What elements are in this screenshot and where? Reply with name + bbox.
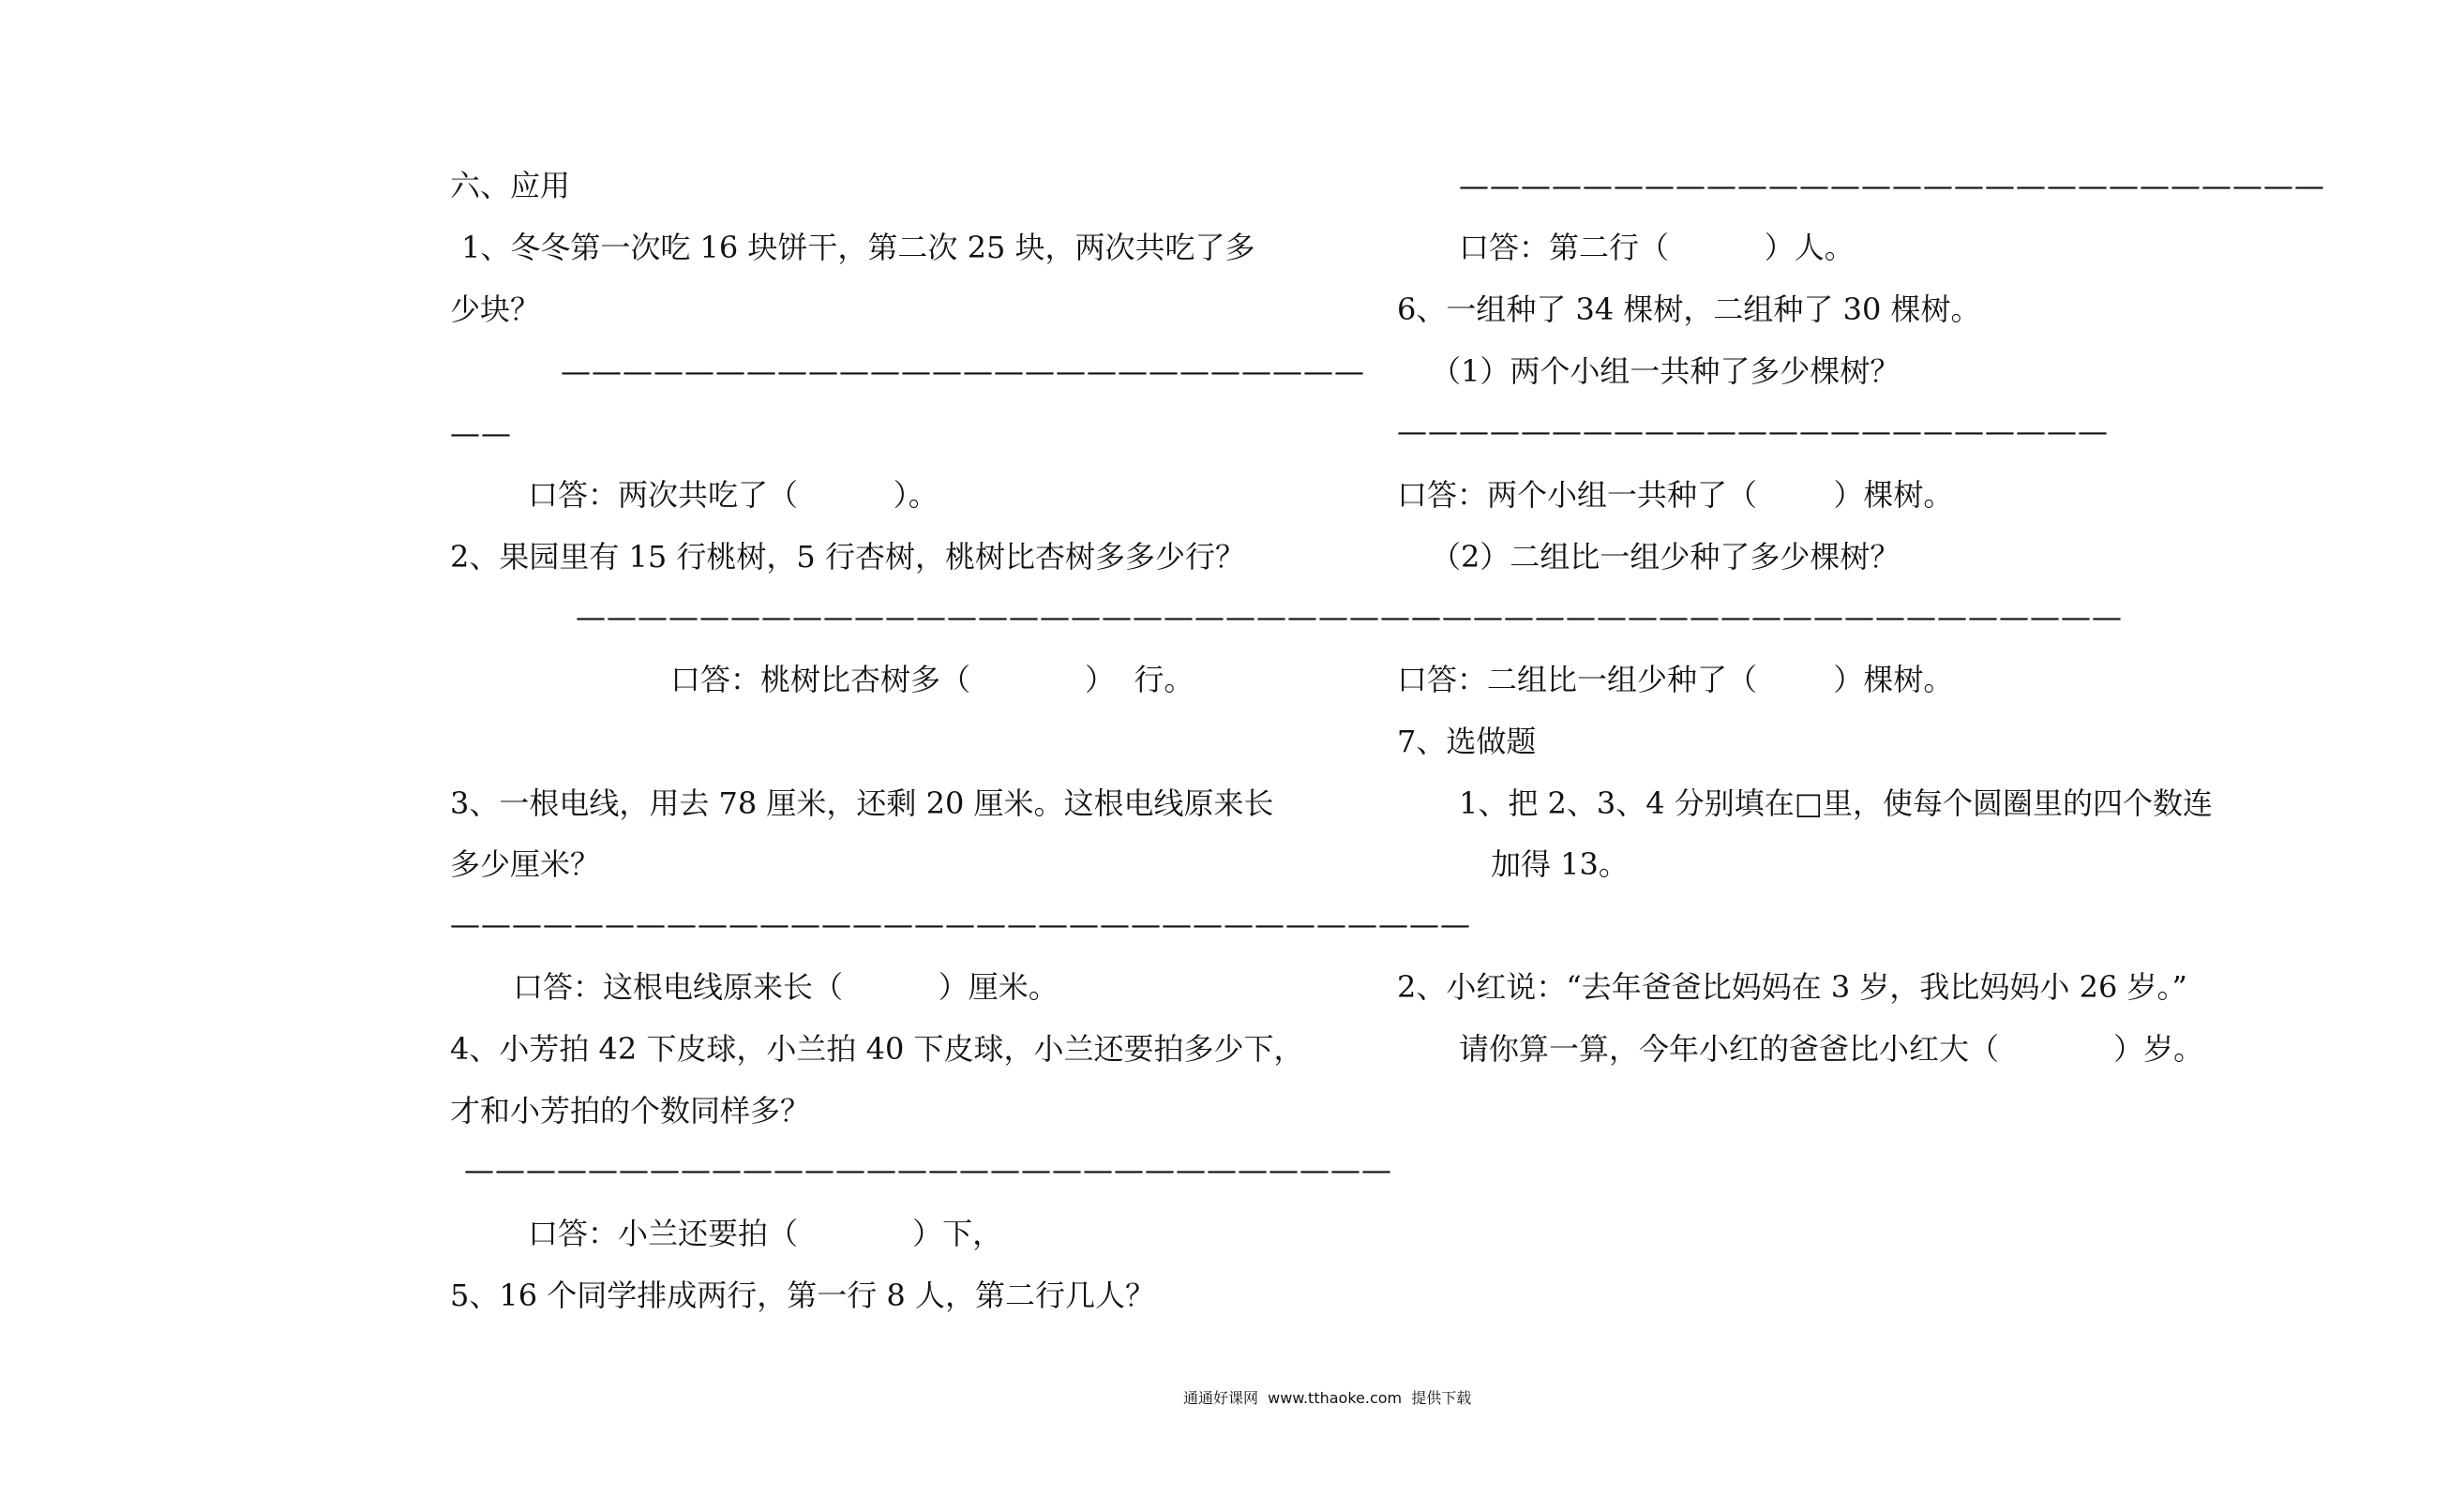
answer-line-q5: ———————————————————————————— (1459, 168, 2325, 203)
question-6-text: 6、一组种了 34 棵树，二组种了 30 棵树。 (1397, 292, 1981, 327)
answer-line-q6-part-1: ——————————————————————— (1397, 413, 2109, 449)
question-1-text-cont: 少块？ (450, 292, 541, 327)
question-1-text: 1、冬冬第一次吃 16 块饼干，第二次 25 块，两次共吃了多 (461, 230, 1255, 265)
question-7-1-text-cont: 加得 13。 (1491, 846, 1629, 882)
question-7-title: 7、选做题 (1397, 724, 1537, 759)
oral-answer-q4: 口答：小兰还要拍（ ）下， (528, 1216, 1003, 1251)
question-7-2-text-cont: 请你算一算，今年小红的爸爸比小红大（ ）岁。 (1459, 1031, 2204, 1067)
question-3-text-cont: 多少厘米？ (450, 846, 601, 882)
answer-line-q6-part-2: ——————————————————————— (1411, 599, 2123, 635)
answer-line-q4: —————————————————————————————— (464, 1152, 1392, 1188)
answer-line-q1: —————————————————————————— (561, 353, 1365, 389)
question-4-text: 4、小芳拍 42 下皮球，小兰拍 40 下皮球，小兰还要拍多少下， (450, 1031, 1304, 1067)
question-6-part-2: （2）二组比一组少种了多少棵树？ (1431, 539, 1901, 575)
answer-line-q1-cont: —— (450, 415, 512, 451)
question-7-1-text: 1、把 2、3、4 分别填在□里，使每个圆圈里的四个数连 (1459, 785, 2214, 821)
oral-answer-q6-part-1: 口答：两个小组一共种了（ ）棵树。 (1397, 477, 1954, 513)
oral-answer-q1: 口答：两次共吃了（ ）。 (528, 477, 939, 513)
question-2-text: 2、果园里有 15 行桃树，5 行杏树，桃树比杏树多多少行？ (450, 539, 1245, 575)
question-6-part-1: （1）两个小组一共种了多少棵树？ (1431, 353, 1901, 389)
answer-line-q2: ———————————————————————————— (576, 599, 1442, 635)
question-7-2-text: 2、小红说：“去年爸爸比妈妈在 3 岁，我比妈妈小 26 岁。” (1397, 969, 2187, 1005)
answer-line-q3: ————————————————————————————————— (450, 906, 1471, 942)
oral-answer-q6-part-2: 口答：二组比一组少种了（ ）棵树。 (1397, 662, 1954, 697)
footer-credit: 通通好课网 www.tthaoke.com 提供下载 (1183, 1389, 1472, 1407)
oral-answer-q3: 口答：这根电线原来长（ ）厘米。 (513, 969, 1059, 1005)
question-4-text-cont: 才和小芳拍的个数同样多？ (450, 1093, 811, 1129)
oral-answer-q2: 口答：桃树比杏树多（ ） 行。 (670, 662, 1194, 697)
question-3-text: 3、一根电线，用去 78 厘米，还剩 20 厘米。这根电线原来长 (450, 785, 1274, 821)
oral-answer-q5: 口答：第二行（ ）人。 (1459, 230, 1855, 265)
question-5-text: 5、16 个同学排成两行，第一行 8 人，第二行几人？ (450, 1278, 1155, 1313)
section-title: 六、应用 (450, 168, 571, 203)
